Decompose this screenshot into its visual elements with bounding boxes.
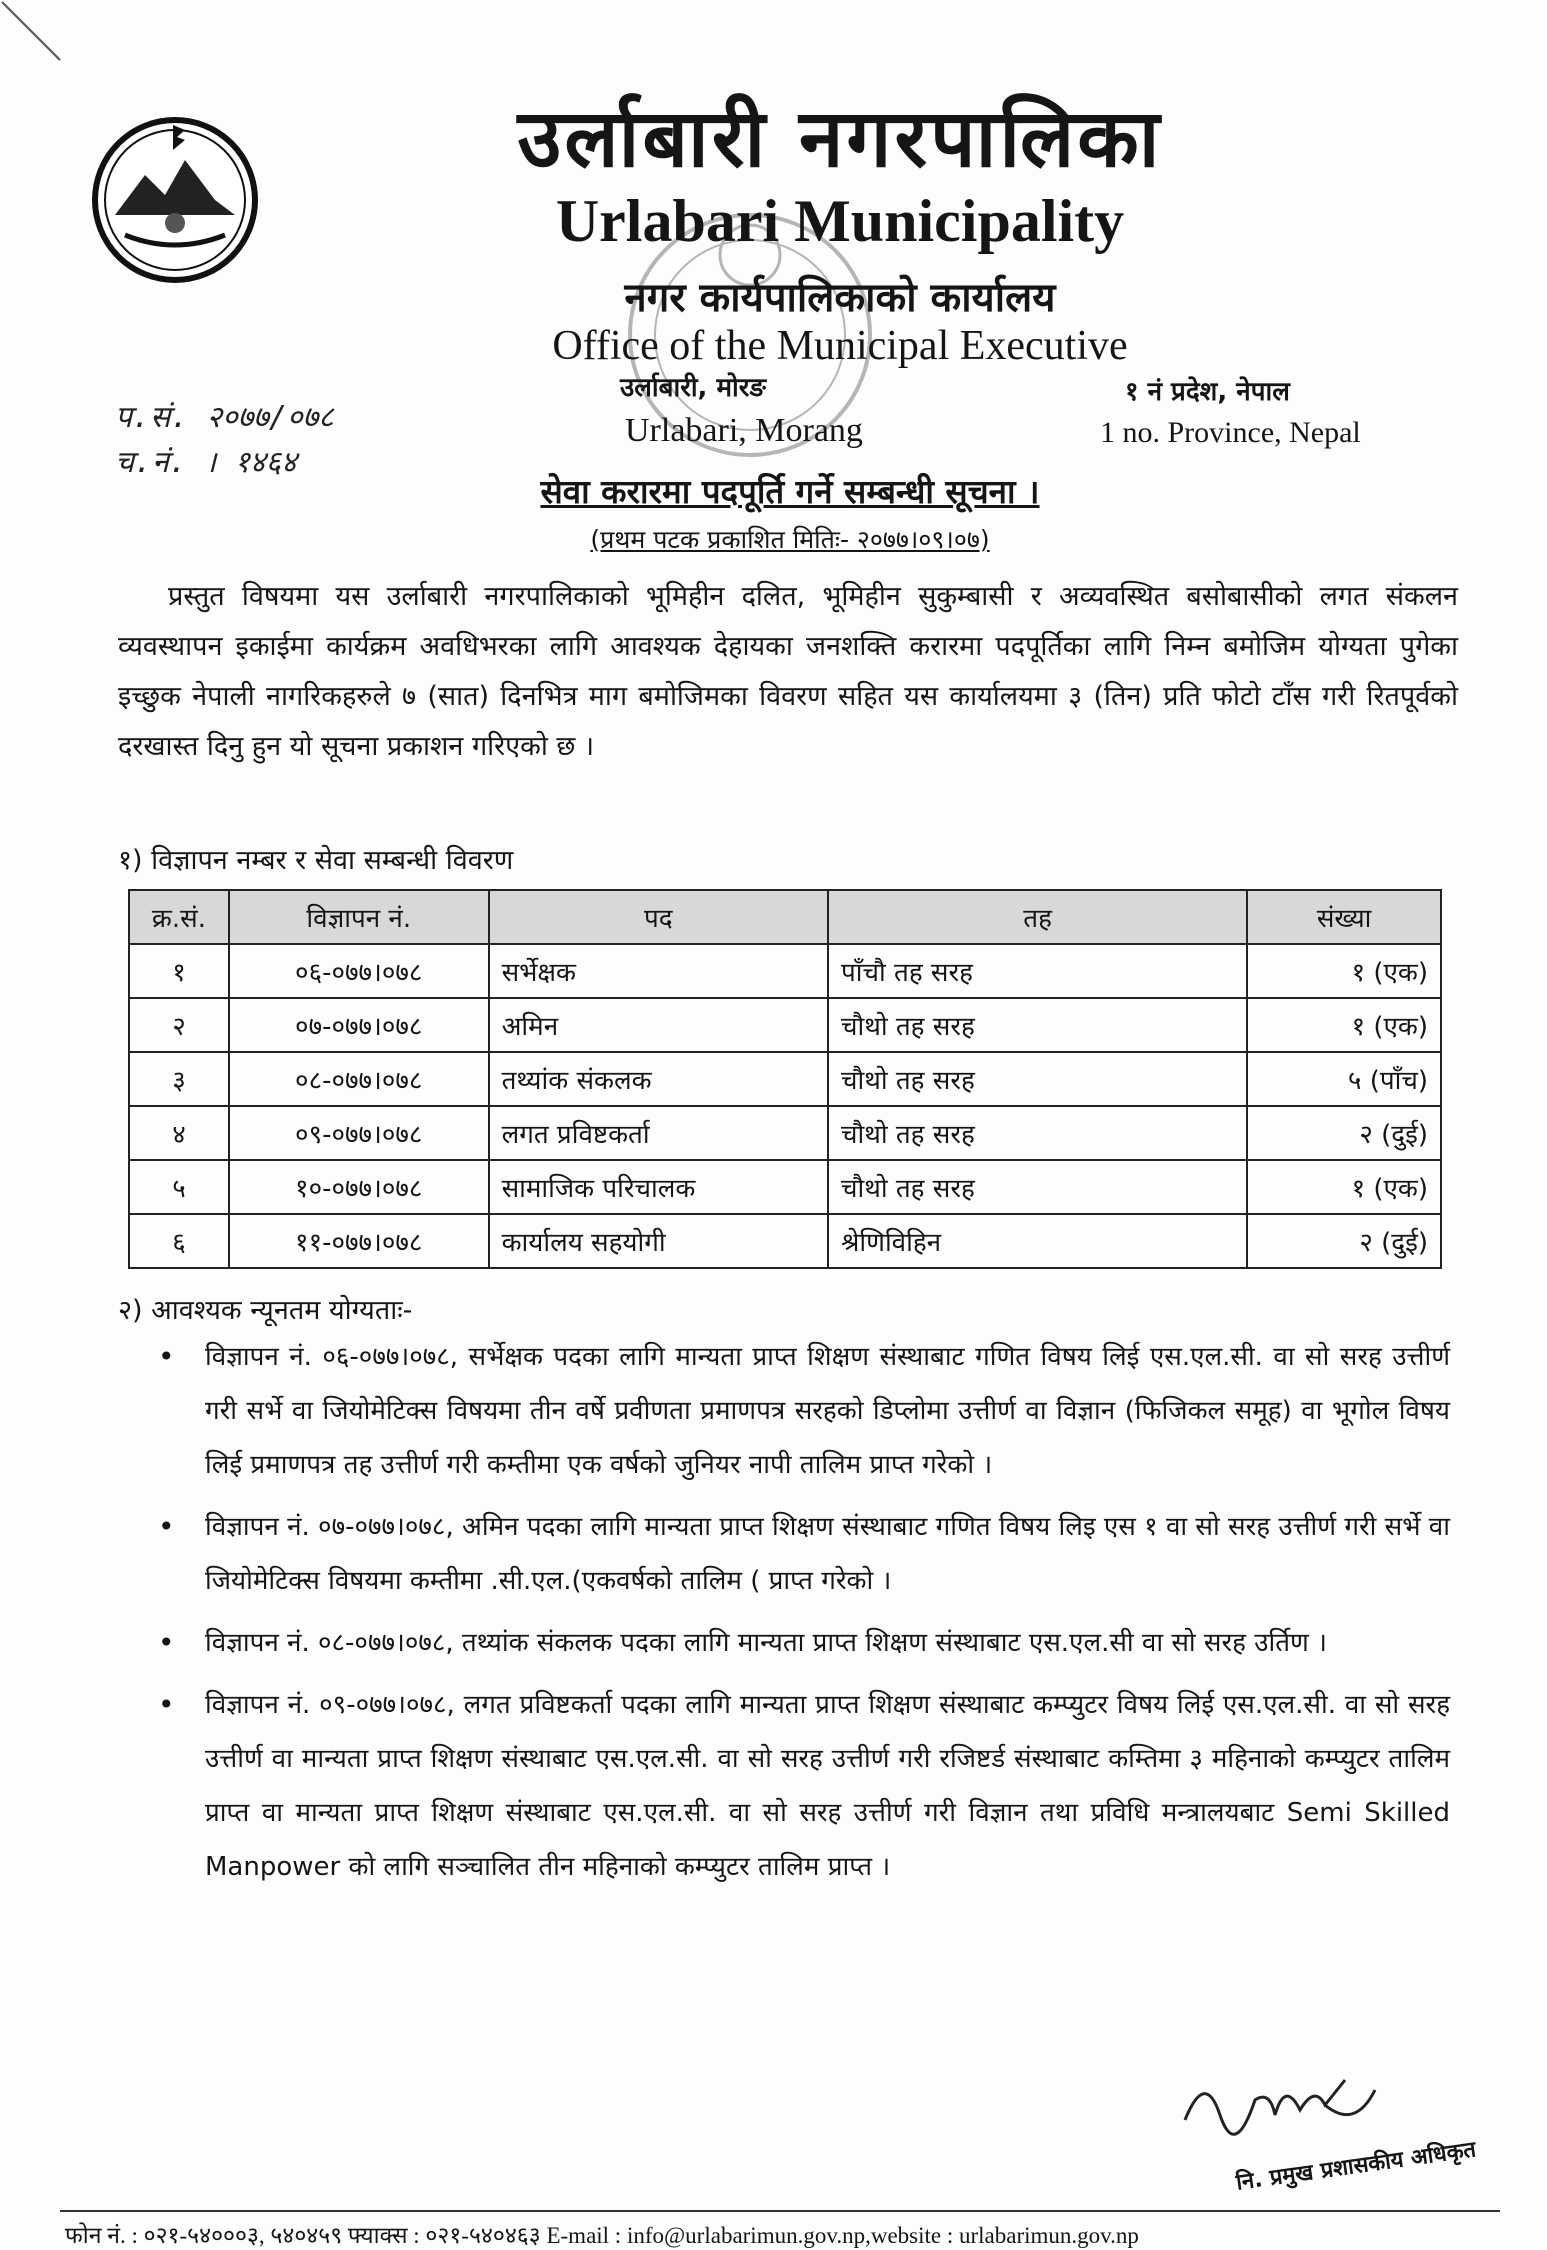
notice-title: सेवा करारमा पदपूर्ति गर्ने सम्बन्धी सूचना । [540,472,1040,511]
count-cell: १ (एक) [1247,944,1441,998]
post-cell: कार्यालय सहयोगी [489,1214,828,1268]
bullet-icon: • [158,1340,175,1373]
ad-number-cell: १०-०७७।०७८ [229,1160,489,1214]
column-header: क्र.सं. [129,890,229,944]
publish-date: (प्रथम पटक प्रकाशित मितिः- २०७७।०९।०७) [590,525,990,554]
ad-number-cell: ०८-०७७।०७८ [229,1052,489,1106]
post-cell: सामाजिक परिचालक [489,1160,828,1214]
notice-body: प्रस्तुत विषयमा यस उर्लाबारी नगरपालिकाको भूमिहीन दलित, भूमिहीन सुकुम्बासी र अव्यवस्थित बसोबासीको लगत संकलन व्यवस्थापन इकाईमा कार्यक्रम अवधिभरका लागि आवश्यक देहायका जनशक्ति करारमा पदपूर्तिका लागि निम्न बमोजिम योग्यता पुगेका इच्छुक नेपाली नागरिकहरुले ७ (सात) दिनभित्र माग बमोजिमका विवरण सहित यस कार्यालयमा ३ (तिन) प्रति फोटो टाँस गरी रितपूर्वको दरखास्त दिनु हुन यो सूचना प्रकाशन गरिएको छ । [118,581,1458,762]
location-english: Urlabari, Morang [625,412,863,449]
signatory-designation: नि. प्रमुख प्रशासकीय अधिकृत [1234,2137,1478,2196]
serial-cell: ४ [129,1106,229,1160]
section-2-heading: २) आवश्यक न्यूनतम योग्यताः- [118,1295,413,1326]
count-cell: ५ (पाँच) [1247,1052,1441,1106]
level-cell: चौथो तह सरह [828,1052,1247,1106]
count-cell: १ (एक) [1247,998,1441,1052]
count-cell: १ (एक) [1247,1160,1441,1214]
municipality-name-english: Urlabari Municipality [555,188,1125,254]
qualification-text: विज्ञापन नं. ०८-०७७।०७८, तथ्यांक संकलक पदका लागि मान्यता प्राप्त शिक्षण संस्थाबाट एस.एल.सी वा सो सरह उर्तिण । [205,1628,1327,1658]
column-header: विज्ञापन नं. [229,890,489,944]
column-header: संख्या [1247,890,1441,944]
post-cell: सर्भेक्षक [489,944,828,998]
list-item [150,1678,1450,1894]
ad-number-cell: ०६-०७७।०७८ [229,944,489,998]
dispatch-number-ref: च.नं. । १४६४ [115,445,297,480]
list-item [150,1616,1450,1670]
province-english: 1 no. Province, Nepal [1100,416,1361,449]
table-row [129,998,1441,1052]
qualification-text: विज्ञापन नं. ०७-०७७।०७८, अमिन पदका लागि मान्यता प्राप्त शिक्षण संस्थाबाट गणित विषय लिइ एस १ वा सो सरह उत्तीर्ण गरी सर्भे वा जियोमेटिक्स विषयमा कम्तीमा .सी.एल.(एकवर्षको तालिम ( प्राप्त गरेको । [205,1512,1450,1596]
location-nepali: उर्लाबारी, मोरङ [620,373,766,403]
table-header-row [129,890,1441,944]
list-item [150,1330,1450,1492]
handwritten-signature [1175,2060,1395,2150]
province-nepali: १ नं प्रदेश, नेपाल [1125,377,1290,407]
bullet-icon: • [158,1626,175,1659]
count-cell: २ (दुई) [1247,1214,1441,1268]
level-cell: श्रेणिविहिन [828,1214,1247,1268]
vacancy-table [128,889,1442,1269]
footer-divider [60,2210,1500,2212]
level-cell: चौथो तह सरह [828,1106,1247,1160]
table-row [129,1214,1441,1268]
serial-cell: ५ [129,1160,229,1214]
post-cell: अमिन [489,998,828,1052]
serial-cell: ६ [129,1214,229,1268]
level-cell: चौथो तह सरह [828,1160,1247,1214]
table-row [129,1160,1441,1214]
section-1-heading: १) विज्ञापन नम्बर र सेवा सम्बन्धी विवरण [118,845,514,876]
level-cell: चौथो तह सरह [828,998,1247,1052]
serial-cell: १ [129,944,229,998]
fiscal-year-ref: प.सं. २०७७/०७८ [115,400,334,435]
ad-number-cell: ११-०७७।०७८ [229,1214,489,1268]
column-header: तह [828,890,1247,944]
count-cell: २ (दुई) [1247,1106,1441,1160]
nepal-emblem-icon [85,105,265,285]
bullet-icon: • [158,1510,175,1543]
table-row [129,1106,1441,1160]
column-header: पद [489,890,828,944]
corner-mark [0,0,80,80]
post-cell: लगत प्रविष्टकर्ता [489,1106,828,1160]
office-name-nepali: नगर कार्यपालिकाको कार्यालय [624,275,1056,321]
bullet-icon: • [158,1688,175,1721]
list-item [150,1500,1450,1608]
post-cell: तथ्यांक संकलक [489,1052,828,1106]
qualification-text: विज्ञापन नं. ०६-०७७।०७८, सर्भेक्षक पदका लागि मान्यता प्राप्त शिक्षण संस्थाबाट गणित विषय लिई एस.एल.सी. वा सो सरह उत्तीर्ण गरी सर्भे वा जियोमेटिक्स विषयमा तीन वर्षे प्रवीणता प्रमाणपत्र सरहको डिप्लोमा उत्तीर्ण वा विज्ञान (फिजिकल समूह) वा भूगोल विषय लिई प्रमाणपत्र तह उत्तीर्ण गरी कम्तीमा एक वर्षको जुनियर नापी तालिम प्राप्त गरेको । [205,1342,1450,1480]
municipality-name-nepali: उर्लाबारी नगरपालिका [517,92,1163,185]
level-cell: पाँचौ तह सरह [828,944,1247,998]
ad-number-cell: ०९-०७७।०७८ [229,1106,489,1160]
qualification-text: विज्ञापन नं. ०९-०७७।०७८, लगत प्रविष्टकर्ता पदका लागि मान्यता प्राप्त शिक्षण संस्थाबाट कम्प्युटर विषय लिई एस.एल.सी. वा सो सरह उत्तीर्ण वा मान्यता प्राप्त शिक्षण संस्थाबाट एस.एल.सी. वा सो सरह उत्तीर्ण गरी रजिष्टर्ड संस्थाबाट कम्तिमा ३ महिनाको कम्प्युटर तालिम प्राप्त वा मान्यता प्राप्त शिक्षण संस्थाबाट एस.एल.सी. वा सो सरह उत्तीर्ण गरी विज्ञान तथा प्रविधि मन्त्रालयबाट Semi Skilled Manpower को लागि सञ्चालित तीन महिनाको कम्प्युटर तालिम प्राप्त । [205,1690,1450,1882]
ad-number-cell: ०७-०७७।०७८ [229,998,489,1052]
table-row [129,1052,1441,1106]
table-row [129,944,1441,998]
office-name-english: Office of the Municipal Executive [552,323,1128,369]
serial-cell: ३ [129,1052,229,1106]
qualification-list [150,1330,1450,1902]
footer-contact: फोन नं. : ०२१-५४०००३, ५४०४५९ फ्याक्स : ०२१-५४०४६३ E-mail : info@urlabarimun.gov.np,website : urlabarimun.gov.np [65,2223,1139,2248]
serial-cell: २ [129,998,229,1052]
